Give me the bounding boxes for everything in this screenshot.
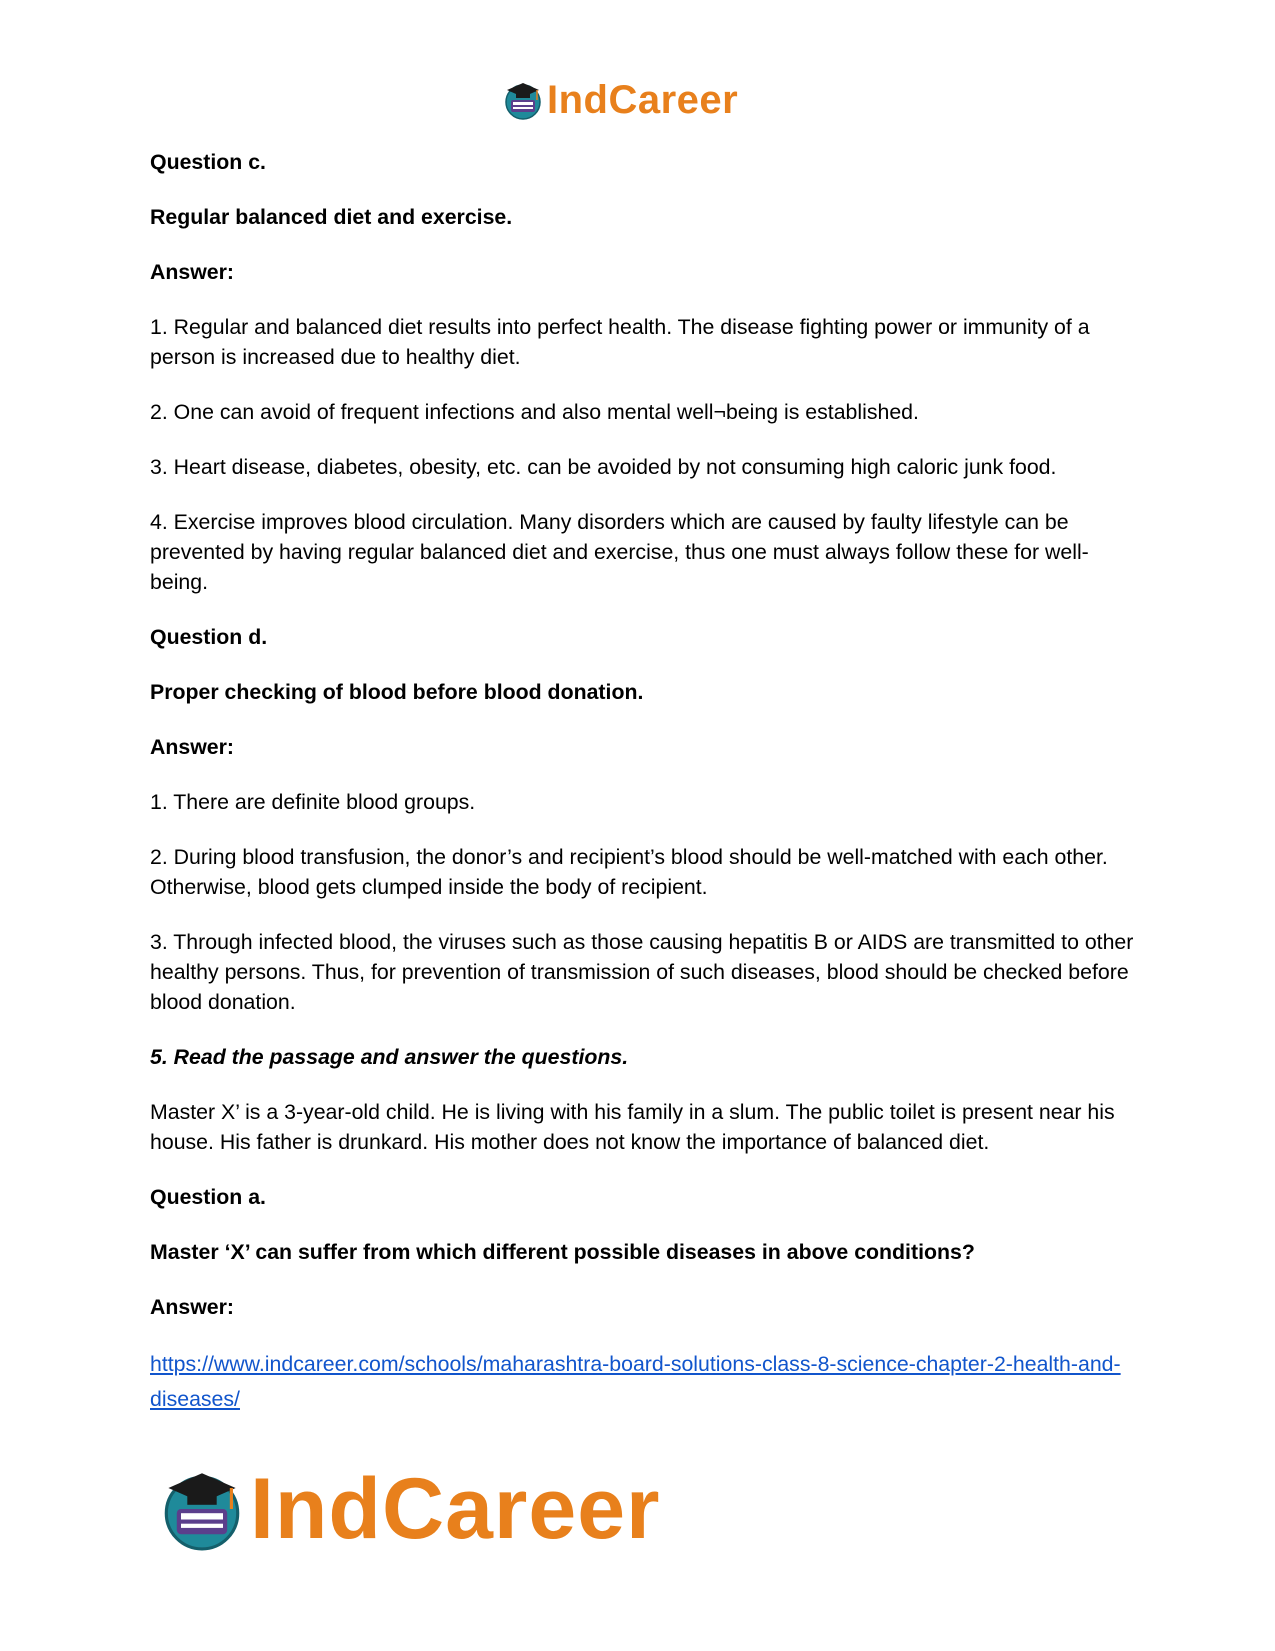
exercise-heading: 5. Read the passage and answer the questions. — [150, 1045, 629, 1069]
body-paragraph: 3. Through infected blood, the viruses such as those causing hepatitis B or AIDS are transmitted to other healthy persons. Thus, for prevention of transmission of such diseases, blood should be checked before blood donation. — [150, 930, 1134, 1014]
graduation-cap-book-globe-icon — [503, 80, 543, 120]
section-heading: Answer: — [150, 1295, 235, 1319]
logo-wordmark: IndCareer — [250, 1461, 661, 1557]
section-heading: Answer: — [150, 260, 235, 284]
body-paragraph: 1. Regular and balanced diet results into perfect health. The disease fighting power or immunity of a person is increased due to healthy diet. — [150, 315, 1090, 369]
footer-logo — [160, 1461, 661, 1557]
header-logo — [503, 80, 738, 120]
body-paragraph: 2. One can avoid of frequent infections and also mental well¬being is established. — [150, 400, 919, 424]
source-link[interactable]: https://www.indcareer.com/schools/maharashtra-board-solutions-class-8-science-chapter-2-health-and-diseases/ — [150, 1352, 1121, 1411]
section-heading: Question a. — [150, 1185, 266, 1209]
body-paragraph: 3. Heart disease, diabetes, obesity, etc. can be avoided by not consuming high caloric junk food. — [150, 455, 1057, 479]
section-heading: Question c. — [150, 150, 266, 174]
body-paragraph: Master X’ is a 3-year-old child. He is living with his family in a slum. The public toilet is present near his house. His father is drunkard. His mother does not know the importance of balanced diet. — [150, 1100, 1115, 1154]
graduation-cap-book-globe-icon — [160, 1467, 244, 1551]
document-body — [150, 147, 1140, 1417]
section-heading: Regular balanced diet and exercise. — [150, 205, 513, 229]
body-paragraph: 2. During blood transfusion, the donor’s and recipient’s blood should be well-matched with each other. Otherwise, blood gets clumped inside the body of recipient. — [150, 845, 1108, 899]
section-heading: Question d. — [150, 625, 268, 649]
logo-wordmark: IndCareer — [547, 78, 739, 122]
section-heading: Answer: — [150, 735, 235, 759]
section-heading: Proper checking of blood before blood donation. — [150, 680, 644, 704]
body-paragraph: 4. Exercise improves blood circulation. Many disorders which are caused by faulty lifestyle can be prevented by having regular balanced diet and exercise, thus one must always follow these for well-being. — [150, 510, 1089, 594]
section-heading: Master ‘X’ can suffer from which different possible diseases in above conditions? — [150, 1240, 975, 1264]
body-paragraph: 1. There are definite blood groups. — [150, 790, 476, 814]
